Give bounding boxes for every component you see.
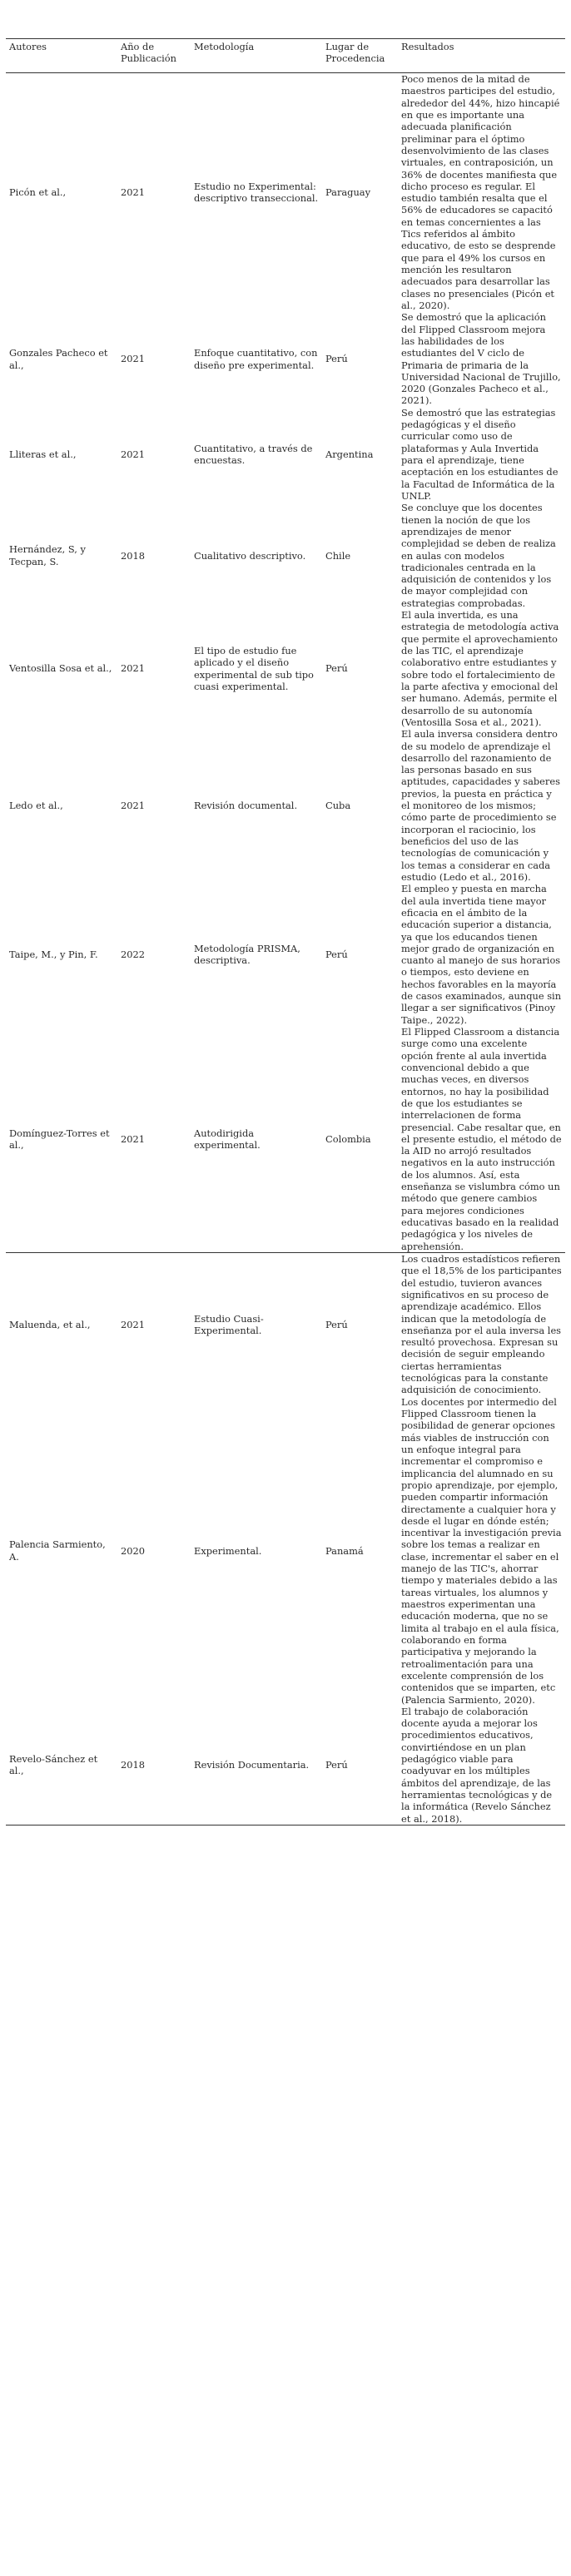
header-metodologia: Metodología xyxy=(191,39,322,73)
cell-resultados: Se demostró que la aplicación del Flipped Classroom mejora las habilidades de los estudiantes del V ciclo de Primaria de primaria de la Universidad Nacional de Trujillo, 2020 (Gonzales Pacheco et al., 2021). xyxy=(401,311,561,407)
table-row xyxy=(6,728,565,883)
cell-metodologia: Enfoque cuantitativo, con diseño pre experimental. xyxy=(194,347,318,371)
table-row xyxy=(6,883,565,1026)
cell-autores: Ledo et al., xyxy=(9,800,63,812)
table-row xyxy=(6,1706,565,1825)
cell-metodologia: El tipo de estudio fue aplicado y el diseño experimental de sub tipo cuasi experimental. xyxy=(194,645,314,692)
cell-autores: Taipe, M., y Pin, F. xyxy=(9,948,98,960)
cell-autores: Palencia Sarmiento, A. xyxy=(9,1538,106,1563)
table-row xyxy=(6,311,565,407)
literature-review-table xyxy=(6,38,565,1825)
header-resultados: Resultados xyxy=(398,39,565,73)
cell-lugar: Panamá xyxy=(325,1544,364,1557)
cell-resultados: Se concluye que los docentes tienen la noción de que los aprendizajes de menor complejidad se deben de realiza en aulas con modelos tradicionales centrada en la adquisición de contenidos y los de mayor complejidad con estrategias comprobadas. xyxy=(401,502,556,609)
cell-metodologia: Metodología PRISMA, descriptiva. xyxy=(194,942,300,967)
table-body xyxy=(6,73,565,1825)
cell-anio: 2021 xyxy=(121,448,145,460)
cell-autores: Picón et al., xyxy=(9,186,67,198)
cell-metodologia: Estudio Cuasi-Experimental. xyxy=(191,1252,322,1395)
cell-anio: 2021 xyxy=(117,1252,191,1395)
cell-metodologia: Revisión documental. xyxy=(194,800,298,812)
cell-lugar: Perú xyxy=(322,1252,398,1395)
cell-anio: 2021 xyxy=(121,353,145,365)
cell-resultados: El Flipped Classroom a distancia surge como una excelente opción frente al aula invertida convencional debido a que muchas veces, en diversos entornos, no hay la posibilidad de que los estudiantes se interrelacionen de forma presencial. Cabe resaltar que, en el presente estudio, el método de la AID no arrojó resultados negativos en la auto instrucción de los alumnos. Así, esta enseñanza se vislumbra cómo un método que genere cambios para mejores condiciones educativas basado en la realidad pedagógica y los niveles de aprehensión. xyxy=(401,1026,562,1252)
cell-metodologia: Revisión Documentaria. xyxy=(191,1706,322,1825)
cell-lugar: Colombia xyxy=(325,1132,371,1145)
cell-autores: Ventosilla Sosa et al., xyxy=(9,662,112,675)
cell-metodologia: Estudio no Experimental: descriptivo transeccional. xyxy=(194,180,319,205)
cell-anio: 2022 xyxy=(121,948,145,960)
cell-anio: 2018 xyxy=(121,549,145,562)
cell-resultados: Se demostró que las estrategias pedagógicas y el diseño curricular como uso de plataformas y Aula Invertida para el aprendizaje, tiene aceptación en los estudiantes de la Facultad de Informática de la UNLP. xyxy=(401,406,559,502)
cell-lugar: Paraguay xyxy=(325,186,371,198)
cell-autores: Maluenda, et al., xyxy=(6,1252,117,1395)
table-row xyxy=(6,73,565,312)
cell-lugar: Perú xyxy=(325,948,348,960)
cell-anio: 2021 xyxy=(121,1132,145,1145)
cell-autores: Domínguez-Torres et al., xyxy=(9,1127,110,1151)
cell-resultados: Poco menos de la mitad de maestros participes del estudio, alrededor del 44%, hizo hincapié en que es importante una adecuada planificación preliminar para el óptimo desenvolvimiento de las clases virtuales, en contraposición, un 36% de docentes manifiesta que dicho proceso es regular. El estudio también resalta que el 56% de educadores se capacitó en temas concernientes a las Tics referidos al ámbito educativo, de esto se desprende que para el 49% los cursos en mención les resultaron adecuados para desarrollar las clases no presenciales (Picón et al., 2020). xyxy=(401,73,560,311)
table-row xyxy=(6,1026,565,1252)
cell-lugar: Chile xyxy=(325,549,351,562)
cell-metodologia: Autodirigida experimental. xyxy=(194,1127,261,1151)
cell-resultados: El aula invertida, es una estrategia de metodología activa que permite el aprovechamiento de las TIC, el aprendizaje colaborativo entre estudiantes y sobre todo el fortalecimiento de la parte afectiva y emocional del ser humano. Además, permite el desarrollo de su autonomía (Ventosilla Sosa et al., 2021). xyxy=(401,609,559,728)
header-autores: Autores xyxy=(6,39,117,73)
cell-lugar: Perú xyxy=(322,1706,398,1825)
cell-anio: 2020 xyxy=(121,1544,145,1557)
cell-anio: 2021 xyxy=(121,800,145,812)
table-header xyxy=(6,39,565,73)
cell-autores: Gonzales Pacheco et al., xyxy=(9,347,108,371)
table-row xyxy=(6,407,565,503)
cell-resultados: Los docentes por intermedio del Flipped Classroom tienen la posibilidad de generar opciones más viables de instrucción con un enfoque integral para incrementar el compromiso e implicancia del alumnado en su propio aprendizaje, por ejemplo, pueden compartir información directamente a cualquier hora y desde el lugar en dónde estén; incentivar la investigación previa sobre los temas a realizar en clase, incrementar el saber en el manejo de las TIC's, ahorrar tiempo y materiales debido a las tareas virtuales, los alumnos y maestros experimentan una educación moderna, que no se limita al trabajo en el aula física, colaborando en forma participativa y mejorando la retroalimentación para una excelente comprensión de los contenidos que se imparten, etc (Palencia Sarmiento, 2020). xyxy=(401,1395,562,1706)
cell-metodologia: Experimental. xyxy=(194,1544,262,1557)
header-lugar: Lugar de Procedencia xyxy=(322,39,398,73)
cell-autores: Hernández, S, y Tecpan, S. xyxy=(9,543,86,567)
table-row xyxy=(6,1252,565,1395)
cell-resultados: Los cuadros estadísticos refieren que el 18,5% de los participantes del estudio, tuvieron avances significativos en su proceso de aprendizaje académico. Ellos indican que la metodología de enseñanza por el aula inversa les resultó provechosa. Expresan su decisión de seguir empleando ciertas herramientas tecnológicas para la constante adquisición de conocimiento. xyxy=(398,1252,565,1395)
cell-lugar: Argentina xyxy=(325,448,374,460)
cell-anio: 2021 xyxy=(121,186,145,198)
cell-lugar: Perú xyxy=(325,353,348,365)
header-row xyxy=(6,39,565,73)
cell-resultados: El empleo y puesta en marcha del aula invertida tiene mayor eficacia en el ámbito de la educación superior a distancia, ya que los educandos tienen mejor grado de organización en cuanto al manejo de sus horarios o tiempos, esto deviene en hechos favorables en la mayoría de casos examinados, aunque sin llegar a ser significativos (Pinoy Taipe., 2022). xyxy=(401,883,562,1026)
cell-autores: Revelo-Sánchez et al., xyxy=(6,1706,117,1825)
cell-metodologia: Cuantitativo, a través de encuestas. xyxy=(194,442,313,466)
cell-resultados: El aula inversa considera dentro de su modelo de aprendizaje el desarrollo del razonamiento de las personas basado en sus aptitudes, capacidades y saberes previos, la puesta en práctica y el monitoreo de los mismos; cómo parte de procedimiento se incorporan el raciocinio, los beneficios del uso de las tecnologías de comunicación y los temas a considerar en cada estudio (Ledo et al., 2016). xyxy=(401,728,560,883)
table-row xyxy=(6,1396,565,1706)
cell-metodologia: Cualitativo descriptivo. xyxy=(194,549,306,562)
cell-autores: Lliteras et al., xyxy=(9,448,77,460)
cell-resultados: El trabajo de colaboración docente ayuda a mejorar los procedimientos educativos, convirtiéndose en un plan pedagógico viable para coadyuvar en los múltiples ámbitos del aprendizaje, de las herramientas tecnológicas y de la informática (Revelo Sánchez et al., 2018). xyxy=(398,1706,565,1825)
table-row xyxy=(6,502,565,609)
header-anio: Año de Publicación xyxy=(117,39,191,73)
cell-lugar: Cuba xyxy=(325,800,351,812)
cell-anio: 2018 xyxy=(117,1706,191,1825)
cell-anio: 2021 xyxy=(121,662,145,675)
cell-lugar: Perú xyxy=(325,662,348,675)
table-row xyxy=(6,609,565,728)
